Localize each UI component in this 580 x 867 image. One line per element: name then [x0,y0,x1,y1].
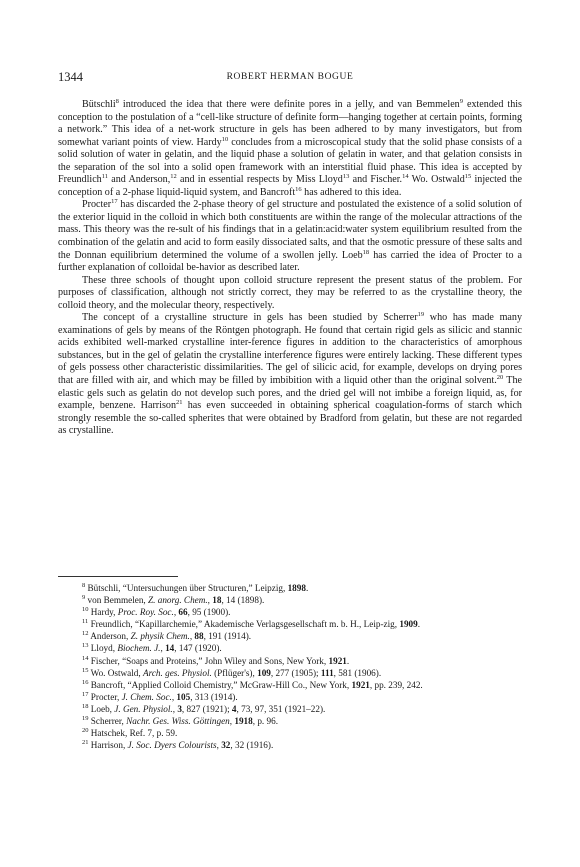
footnote-ref: 11 [82,618,89,626]
paragraph: Procter$^{17}$ has discarded the 2-phase theory of gel structure and postulated the existence of a solid solution of the exterior liquid in the colloid in which both constituents are within the range of the molecular attractions of the mass. This theory was the re-sult of his findings that in a gelatin:acid:water system equilibrium resulted from the combination of the gelatin and acid to form easily dissociated salts, and that the osmotic pressure of these salts and the Donnan equilibrium determined the volume of a swollen jelly. Loeb$^{18}$ has carried the idea of Procter to a further explanation of colloidal be-havior as described later. [58,198,523,274]
journal-title: Biochem. J. [117,643,161,654]
footnote: $^{18}$ Loeb, J. Gen. Physiol., 3, 827 (1921); 4, 73, 97, 351 (1921–22). [82,702,326,714]
footnote-ref: 17 [82,690,89,698]
footnote: $^{15}$ Wo. Ostwald, Arch. ges. Physiol. (Pflüger's), 109, 277 (1905); 111, 581 (1906). [82,666,382,678]
footnote-ref: 19 [82,715,89,723]
footnote: $^{10}$ Hardy, Proc. Roy. Soc., 66, 95 (1900). [82,606,231,618]
volume-number: 66 [178,607,188,618]
page-number: 1344 [58,70,83,84]
footnote-ref: 8 [82,582,86,589]
footnote: $^{14}$ Fischer, “Soaps and Proteins,” John Wiley and Sons, New York, 1921. [82,654,350,666]
footnote-ref: 19 [417,311,425,319]
footnote-ref: 21 [176,399,183,407]
footnote: $^{16}$ Bancroft, “Applied Colloid Chemistry,” McGraw-Hill Co., New York, 1921, pp. 239, 242. [82,678,423,690]
volume-number: 111 [320,667,334,678]
volume-number: 88 [194,631,204,642]
footnote-ref: 13 [82,642,89,650]
footnote-ref: 20 [82,727,89,735]
footnote-ref: 12 [82,630,89,638]
journal-title: Nachr. Ges. Wiss. Göttingen [126,716,230,727]
paragraph: Bütschli$^8$ introduced the idea that there were definite pores in a jelly, and van Bemmelen$^9$ extended this conception to the postulation of a “cell-like structure of definite form—hanging together at certain points, forming a network.” This idea of a net-work structure in gels has been adhered to by many investigators, but from somewhat variant points of view. Hardy$^{10}$ concludes from a microscopical study that the solid phase consists of a solid solution of water in gelatin, and the liquid phase a solution of gelatin in water, and that gelation consists in the separation of the sol into a solid open framework with an interstitial fluid phase. This idea is accepted by Freundlich$^{11}$ and Anderson,$^{12}$ and in essential respects by Miss Lloyd$^{13}$ and Fischer.$^{14}$ Wo. Ostwald$^{15}$ injected the conception of a 2-phase liquid-liquid system, and Bancroft$^{16}$ has adhered to this idea. [58,98,523,198]
footnote-ref: 10 [221,135,229,143]
volume-number: 109 [257,667,271,678]
volume-number: 1909 [399,619,418,630]
footnote-ref: 11 [101,173,108,181]
footnote-ref: 20 [496,374,504,382]
volume-number: 1921 [351,679,370,690]
paragraph: The concept of a crystalline structure in gels has been studied by Scherrer$^{19}$ who has made many examinations of gels by means of the Röntgen photograph. He found that certain rigid gels as silicic and stannic acids exhibited well-marked crystalline inter-ference figures in addition to the characteristics of amorphous substances, but in the gel of gelatin the crystalline interference figures were entirely lacking. These different types of gels possess other characteristic dissimilarities. The gel of silicic acid, for example, develops on drying pores that are filled with air, and which may be filled by imbibition with a liquid other than the original solvent.$^{20}$ The elastic gels such as gelatin do not develop such pores, and the dried gel will not imbibe a foreign liquid, as, for example, benzene. Harrison$^{21}$ has even succeeded in obtaining spherical coagulation-forms of starch which strongly resemble the so-called spherites that were obtained by Bradford from gelatin, but these are not regarded as crystalline. [58,311,522,437]
footnote: $^{19}$ Scherrer, Nachr. Ges. Wiss. Göttingen, 1918, p. 96. [82,715,278,727]
footnote-ref: 16 [295,185,302,193]
footnote: $^9$ von Bemmelen, Z. anorg. Chem., 18, 14 (1898). [82,594,265,606]
volume-number: 1921 [328,655,347,666]
journal-title: Proc. Roy. Soc. [117,607,174,618]
footnote-ref: 14 [82,654,89,662]
journal-title: Z. physik Chem. [130,631,190,642]
footnote-ref: 10 [82,606,89,614]
footnote-ref: 14 [402,173,409,181]
volume-number: 14 [165,643,175,654]
footnote-ref: 13 [342,173,350,181]
footnote-ref: 9 [459,98,463,105]
footnote-ref: 18 [82,702,89,710]
footnote: $^{11}$ Freundlich, “Kapillarchemie,” Akademische Verlagsgesellschaft m. b. H., Leip-zig, 1909. [82,618,421,630]
journal-title: J. Gen. Physiol. [114,703,173,714]
footnote: $^8$ Bütschli, “Untersuchungen über Structuren,” Leipzig, 1898. [82,582,309,593]
footnote: $^{21}$ Harrison, J. Soc. Dyers Colourists, 32, 32 (1916). [82,739,274,751]
footnote-ref: 12 [170,173,177,181]
running-title: ROBERT HERMAN BOGUE [226,72,354,82]
footnote: $^{20}$ Hatschek, Ref. 7, p. 59. [82,727,178,739]
footnote-ref: 17 [111,198,118,206]
journal-title: Z. anorg. Chem. [148,595,208,606]
footnote-ref: 8 [115,98,119,105]
journal-title: Arch. ges. Physiol. [142,667,212,678]
journal-title: J. Chem. Soc. [121,691,172,702]
volume-number: 1918 [234,716,253,727]
footnote: $^{17}$ Procter, J. Chem. Soc., 105, 313 (1914). [82,690,238,702]
footnotes [58,582,522,751]
footnote-ref: 15 [464,173,472,181]
volume-number: 18 [212,595,222,606]
volume-number: 1898 [287,583,306,593]
footnote-ref: 21 [82,739,89,747]
volume-number: 4 [231,703,237,714]
volume-number: 3 [177,703,182,714]
footnote-ref: 15 [82,666,89,674]
journal-title: J. Soc. Dyers Colourists [127,740,217,751]
volume-number: 105 [176,691,191,702]
paragraph: These three schools of thought upon colloid structure represent the present status of the problem. For purposes of classification, although not strictly correct, they may be referred to as the crystalline theory, the colloid theory, and the molecular theory, respectively. [58,274,522,311]
volume-number: 32 [221,740,231,751]
main-text [58,99,522,438]
footnote-ref: 16 [82,678,89,686]
footnote: $^{13}$ Lloyd, Biochem. J., 14, 147 (1920). [82,642,222,654]
footnote-ref: 18 [362,248,370,256]
footnote-divider [58,576,178,577]
footnote: $^{12}$ Anderson, Z. physik Chem., 88, 191 (1914). [82,630,252,642]
footnote-ref: 9 [82,594,86,602]
page-header [58,70,522,86]
